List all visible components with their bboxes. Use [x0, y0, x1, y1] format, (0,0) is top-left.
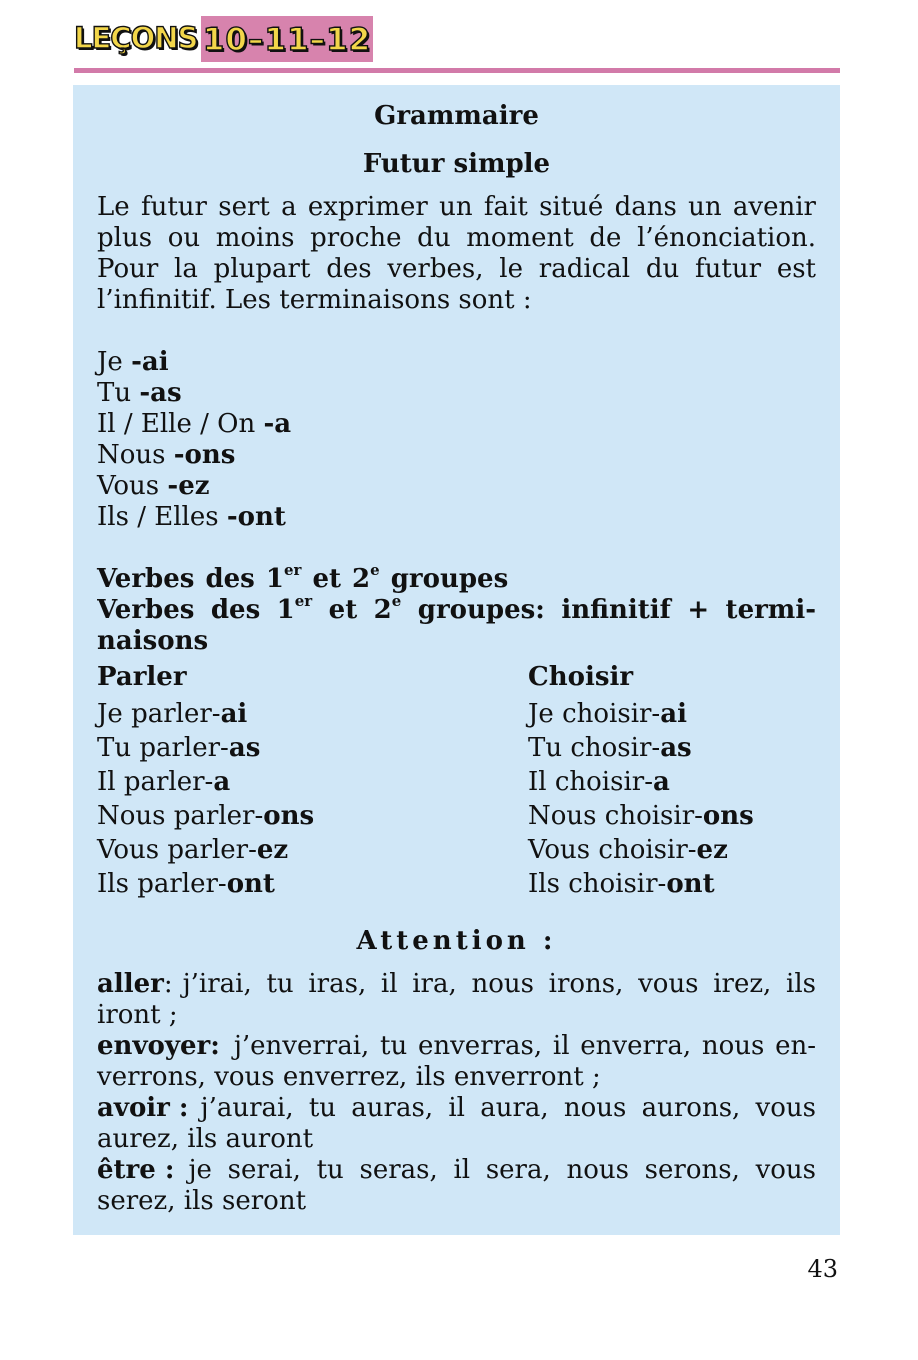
attention-item-etre-cont: serez, ils seront [97, 1186, 307, 1216]
intro-line-4: l’infinitif. Les terminaisons sont : [97, 285, 532, 315]
lesson-numbers: 10–11–12 [202, 22, 372, 58]
verb-title-choisir: Choisir [528, 662, 634, 692]
ending-pronoun: Je [97, 347, 123, 377]
conjugation-row: Ils parler-ont [97, 869, 275, 899]
ending-pronoun: Nous [97, 440, 166, 470]
grammar-box [73, 85, 840, 1235]
attention-item-avoir-cont: aurez, ils auront [97, 1124, 314, 1154]
conjugation-row: Nous choisir-ons [528, 801, 754, 831]
conjugation-row: Ils choisir-ont [528, 869, 715, 899]
conjugation-row: Vous parler-ez [97, 835, 289, 865]
conjugation-row: Tu parler-as [97, 733, 261, 763]
attention-item-envoyer: envoyer: j’enverrai, tu enverras, il enverra, nous en- [97, 1031, 816, 1061]
attention-item-avoir: avoir : j’aurai, tu auras, il aura, nous aurons, vous [97, 1093, 816, 1123]
ending-row [97, 440, 235, 471]
verb-title-parler: Parler [97, 662, 187, 692]
header-rule [74, 68, 840, 73]
groups-rule-line-1: Verbes des 1er et 2e groupes: infinitif + termi- [97, 595, 816, 625]
groups-heading: Verbes des 1er et 2e groupes [97, 561, 509, 594]
ending-row [97, 409, 291, 440]
conjugation-row: Il choisir-a [528, 767, 670, 797]
lesson-numbers-badge [201, 16, 373, 62]
conjugation-row: Nous parler-ons [97, 801, 315, 831]
conjugation-row: Tu chosir-as [528, 733, 692, 763]
attention-heading: Attention : [356, 926, 557, 956]
intro-line-3: Pour la plupart des verbes, le radical du futur est [97, 254, 816, 284]
groups-rule-line-2: naisons [97, 626, 209, 656]
intro-line-2: plus ou moins proche du moment de l’énonciation. [97, 223, 816, 253]
ending-row [97, 347, 169, 378]
ending-suffix: -ez [167, 471, 210, 501]
attention-item-etre: être : je serai, tu seras, il sera, nous serons, vous [97, 1155, 816, 1185]
attention-item-envoyer-cont: verrons, vous enverrez, ils enverront ; [97, 1062, 601, 1092]
conjugation-row: Il parler-a [97, 767, 231, 797]
ending-suffix: -ons [173, 440, 236, 470]
grammar-heading: Grammaire [374, 101, 539, 131]
lecons-title: LEÇONS [74, 21, 198, 55]
ending-pronoun: Il / Elle / On [97, 409, 256, 439]
attention-item-aller: aller: j’irai, tu iras, il ira, nous irons, vous irez, ils [97, 969, 816, 999]
ending-suffix: -a [263, 409, 292, 439]
attention-item-aller-cont: iront ; [97, 1000, 178, 1030]
page-number: 43 [807, 1255, 838, 1283]
ending-suffix: -ont [226, 502, 286, 532]
conjugation-row: Vous choisir-ez [528, 835, 728, 865]
intro-line-1: Le futur sert a exprimer un fait situé dans un avenir [97, 192, 816, 222]
grammar-title: Futur simple [362, 149, 551, 179]
ending-pronoun: Vous [97, 471, 160, 501]
ending-row [97, 502, 286, 533]
ending-suffix: -as [139, 378, 182, 408]
ending-pronoun: Tu [97, 378, 132, 408]
conjugation-row: Je parler-ai [97, 699, 248, 729]
ending-row [97, 378, 182, 409]
conjugation-row: Je choisir-ai [528, 699, 687, 729]
ending-pronoun: Ils / Elles [97, 502, 219, 532]
ending-suffix: -ai [131, 347, 169, 377]
ending-row [97, 471, 210, 502]
